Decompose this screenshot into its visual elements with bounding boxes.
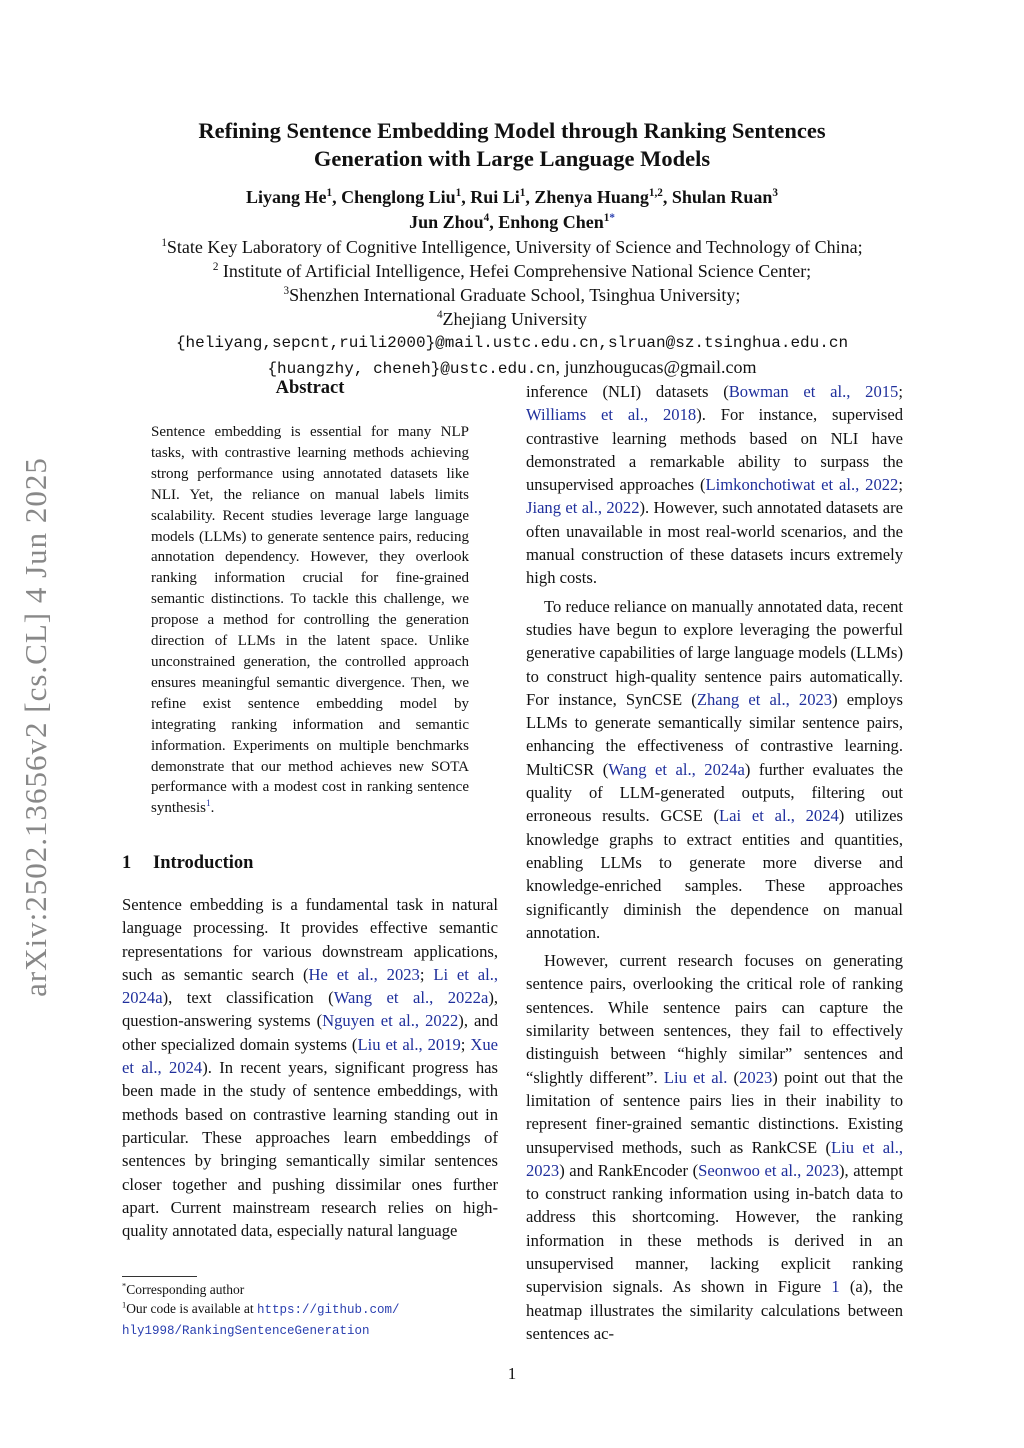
email-line: {heliyang,sepcnt,ruili2000}@mail.ustc.edu.cn,slruan@sz.tsinghua.edu.cn	[175, 334, 849, 352]
author: Enhong Chen	[498, 212, 604, 232]
affiliation: $^1$State Key Laboratory of Cognitive Intelligence, University of Science and Technology of China;	[161, 237, 863, 257]
footnote-divider	[122, 1276, 197, 1277]
footnotes	[122, 1280, 498, 1341]
affiliations	[100, 235, 924, 331]
code-link[interactable]: hly1998/RankingSentenceGeneration	[122, 1324, 370, 1338]
section-heading: 1 Introduction	[122, 853, 254, 873]
paragraph: To reduce reliance on manually annotated data, recent studies have begun to explore leveraging the powerful generative capabilities of large language models (LLMs) to construct high-quality sentence pairs automatically. For instance, SynCSE (Zhang et al., 2023) employs LLMs to generate semantically similar sentence pairs, enhancing the effectiveness of contrastive learning. MultiCSR (Wang et al., 2024a) further evaluates the quality of LLM-generated outputs, filtering out erroneous results. GCSE (Lai et al., 2024) utilizes knowledge graphs to extract entities and quantities, enabling LLMs to generate more diverse and knowledge-enriched samples. These approaches significantly diminish the dependence on manual annotation.	[526, 596, 904, 942]
citation-link[interactable]: Liu et al.	[663, 1067, 728, 1087]
citation-link[interactable]: 2023	[739, 1067, 773, 1087]
paragraph: However, current research focuses on generating sentence pairs, overlooking the critical role of ranking sentences. While sentence pairs can capture the similarity between sentences, they fail to effectively distinguish between “highly similar” sentences and “slightly different”. Liu et al. (2023) point out that the limitation of sentence pairs lies in their inability to represent finer-grained semantic distinctions. Existing unsupervised methods, such as RankCSE (Liu et al., 2023) and RankEncoder (Seonwoo et al., 2023), attempt to construct ranking information using in-batch data to address this shortcoming. However, the ranking information in these methods is derived in an unsupervised manner, lacking explicit ranking supervision signals. As shown in Figure 1 (a), the heatmap illustrates the similarity calculations between sentences ac-	[526, 951, 904, 1343]
citation-link[interactable]: Nguyen et al., 2022	[322, 1011, 459, 1031]
footnote: $^1$Our code is available at https://github.com/ hly1998/RankingSentenceGeneration	[122, 1300, 400, 1338]
citation-link[interactable]: Li et al., 2024a	[122, 964, 499, 1008]
email-list	[100, 331, 924, 381]
author: Rui Li	[470, 187, 520, 207]
author: Zhenya Huang	[534, 187, 649, 207]
citation-link[interactable]: Wang et al., 2022a	[333, 988, 489, 1008]
email-line: {huangzhy, cheneh}@ustc.edu.cn, junzhougucas@gmail.com	[267, 357, 757, 378]
author: Shulan Ruan	[671, 187, 773, 207]
abstract-heading: Abstract	[275, 378, 345, 398]
citation-link[interactable]: Xue et al., 2024	[122, 1034, 498, 1078]
arxiv-stamp	[18, 437, 54, 1017]
affiliation: $^4$Zhejiang University	[436, 309, 588, 329]
author: Chenglong Liu	[341, 187, 456, 207]
citation-link[interactable]: Wang et al., 2024a	[608, 759, 745, 779]
paragraph: inference (NLI) datasets (Bowman et al., 2015; Williams et al., 2018). For instance, supervised contrastive learning methods based on NLI have demonstrated a remarkable ability to surpass the unsupervised approaches (Limkonchotiwat et al., 2022; Jiang et al., 2022). However, such annotated datasets are often unavailable in most real-world scenarios, and the manual construction of these datasets incurs extremely high costs.	[526, 382, 903, 588]
citation-link[interactable]: He et al., 2023	[308, 964, 420, 984]
paper-header	[100, 117, 924, 381]
affiliation: $^3$Shenzhen International Graduate School, Tsinghua University;	[283, 285, 741, 305]
citation-link[interactable]: Seonwoo et al., 2023	[698, 1160, 840, 1180]
code-link[interactable]: https://github.com/	[257, 1303, 400, 1317]
paper-title: Refining Sentence Embedding Model through Ranking Sentences Generation with Large Language Models	[198, 118, 826, 171]
author: Liyang He	[246, 187, 327, 207]
citation-link[interactable]: Williams et al., 2018	[526, 405, 697, 425]
intro-paragraph: Sentence embedding is a fundamental task in natural language processing. It provides effective semantic representations for various downstream applications, such as semantic search (He et al., 2023; Li et al., 2024a), text classification (Wang et al., 2022a), question-answering systems (Nguyen et al., 2022), and other specialized domain systems (Liu et al., 2019; Xue et al., 2024). In recent years, significant progress has been made in the study of sentence embeddings, with methods based on contrastive learning standing out in particular. These approaches learn embeddings of sentences by bringing semantically similar sentences closer together and pushing dissimilar ones further apart. Current mainstream research relies on high-quality annotated data, especially natural language	[122, 895, 499, 1241]
abstract-text: Sentence embedding is essential for many NLP tasks, with contrastive learning methods achieving strong performance using annotated datasets like NLI. Yet, the reliance on manual labels limits scalability. Recent studies leverage large language models (LLMs) to generate sentence pairs, reducing annotation dependency. However, they overlook ranking information crucial for fine-grained semantic distinctions. To tackle this challenge, we propose a method for controlling the generation direction of LLMs in the latent space. Unlike unconstrained generation, the controlled approach ensures meaningful semantic divergence. Then, we refine exist sentence embedding model by integrating ranking information and semantic information. Experiments on multiple benchmarks demonstrate that our method achieves new SOTA performance with a modest cost in ranking sentence synthesis$^1$.	[151, 424, 469, 817]
citation-link[interactable]: Liu et al., 2023	[526, 1137, 903, 1180]
citation-link[interactable]: Bowman et al., 2015	[728, 382, 899, 401]
author-list: Liyang He$^1$, Chenglong Liu$^1$, Rui Li$^1$, Zhenya Huang$^{1,2}$, Shulan Ruan$^3$ Jun Zhou$^4$, Enhong Chen$^{1*}$	[246, 187, 778, 232]
author: Jun Zhou	[409, 212, 484, 232]
corresponding-mark[interactable]: *	[609, 212, 615, 224]
citation-link[interactable]: Jiang et al., 2022	[526, 498, 640, 518]
footnote-ref[interactable]: 1	[206, 799, 211, 810]
arxiv-identifier: arXiv:2502.13656v2 [cs.CL] 4 Jun 2025	[18, 457, 53, 997]
citation-link[interactable]: Zhang et al., 2023	[696, 689, 833, 709]
citation-link[interactable]: Liu et al., 2019	[357, 1034, 461, 1054]
right-column	[526, 380, 903, 1345]
citation-link[interactable]: Lai et al., 2024	[719, 806, 839, 826]
citation-link[interactable]: Limkonchotiwat et al., 2022	[705, 475, 899, 495]
page-number: 1	[507, 1364, 517, 1383]
footnote: *Corresponding author	[122, 1281, 245, 1297]
affiliation: $^2$ Institute of Artificial Intelligence, Hefei Comprehensive National Science Center;	[212, 261, 812, 281]
figure-link[interactable]: 1	[831, 1277, 840, 1297]
